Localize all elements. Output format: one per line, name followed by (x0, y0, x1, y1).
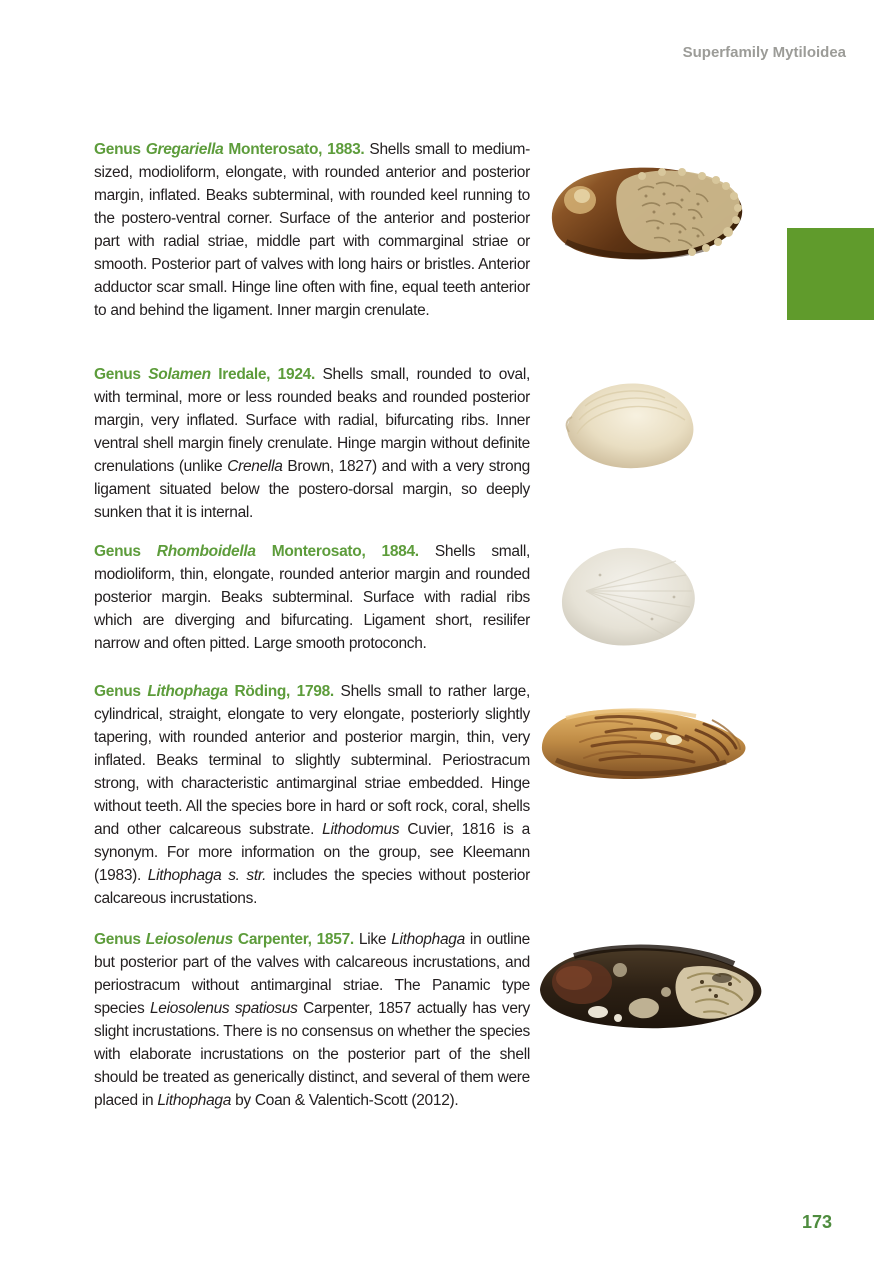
description-text: in outline but posterior part of the valves with calcareous incrustations, and periostracum without antimarginal striae. The Panamic type species (94, 931, 530, 1017)
genus-heading-text: Genus (94, 366, 149, 383)
description-text: Leiosolenus spatiosus (149, 1000, 298, 1017)
description-text: Carpenter, 1857 actually has very slight incrustations. There is no consensus on whether the species with elaborate incrustations on the posterior part of the shell should be treated as generically distinct, and several of them were placed in (94, 1000, 530, 1109)
description-text: Shells small to medium-sized, modioliform, elongate, with rounded anterior and posterior margin, inflated. Beaks subterminal, with rounded keel running to the postero-ventral corner. Surface of the anterior and posterior part with radial striae, middle part with commarginal striae or smooth. Posterior part of valves with long hairs or bristles. Anterior adductor scar small. Hinge line often with fine, equal teeth anterior to and behind the ligament. Inner margin crenulate. (94, 141, 531, 319)
description-text: Lithodomus (322, 821, 400, 838)
genus-heading-text: Monterosato, 1883. (223, 141, 370, 158)
genus-heading-text: Iredale, 1924. (210, 366, 323, 383)
genus-paragraph (94, 928, 530, 1112)
running-header: Superfamily Mytiloidea (682, 44, 846, 61)
genus-heading-text: Leiosolenus (145, 931, 233, 948)
genus-heading-text: Röding, 1798. (227, 683, 341, 700)
genus-entry-rhomboidella (94, 540, 530, 655)
genus-heading-text: Genus (94, 543, 157, 560)
description-text: Brown, 1827) and with a very strong ligament situated below the postero-dorsal margin, so deeply sunken that it is internal. (94, 458, 530, 521)
genus-paragraph (94, 540, 530, 655)
description-text: by Coan & Valentich-Scott (2012). (231, 1092, 459, 1109)
thumb-index-tab (787, 228, 874, 320)
description-text: includes the species without posterior calcareous incrustations. (94, 867, 530, 907)
genus-heading-text: Genus (94, 931, 146, 948)
rhomboidella-shell-photo (556, 541, 702, 653)
genus-entry-lithophaga (94, 680, 530, 910)
genus-paragraph (94, 363, 530, 524)
description-text: Shells small, rounded to oval, with terminal, more or less rounded beaks and rounded posterior margin, very inflated. Surface with radial, bifurcating ribs. Inner ventral shell margin finely crenulate. Hinge margin without definite crenulations (unlike (94, 366, 530, 475)
description-text: Lithophaga (391, 931, 465, 948)
genus-paragraph (94, 680, 530, 910)
description-text: Shells small to rather large, cylindrical, straight, elongate to very elongate, posteriorly slightly tapering, with rounded anterior and posterior margin, thin, very inflated. Beaks terminal to slightly subterminal. Periostracum strong, with characteristic antimarginal striae embedded. Hinge without teeth. All the species bore in hard or soft rock, coral, shells and other calcareous substrate. (94, 683, 530, 838)
leiosolenus-shell-photo (534, 934, 770, 1040)
solamen-shell-photo (561, 376, 701, 474)
description-text: Like (358, 931, 392, 948)
description-text: Shells small, modioliform, thin, elongate, rounded anterior margin and rounded posterior margin. Beaks subterminal. Surface with radial ribs which are diverging and bifurcating. Ligament short, resilifer narrow and often pitted. Large smooth protoconch. (94, 543, 530, 652)
description-text: Lithophaga s. str. (147, 867, 267, 884)
description-text: Lithophaga (157, 1092, 232, 1109)
genus-heading-text: Monterosato, 1884. (255, 543, 435, 560)
description-text: Crenella (227, 458, 283, 475)
genus-heading-text: Gregariella (145, 141, 224, 158)
gregariella-shell-photo (546, 156, 748, 274)
genus-heading-text: Genus (94, 141, 146, 158)
genus-entry-solamen (94, 363, 530, 524)
page-number: 173 (801, 1212, 832, 1232)
description-text: Cuvier, 1816 is a synonym. For more information on the group, see Kleemann (1983). (94, 821, 530, 884)
lithophaga-shell-photo (536, 698, 754, 790)
genus-entry-gregariella (94, 138, 530, 322)
genus-heading-text: Genus (94, 683, 148, 700)
genus-heading-text: Carpenter, 1857. (232, 931, 359, 948)
genus-heading-text: Solamen (148, 366, 211, 383)
genus-heading-text: Lithophaga (147, 683, 228, 700)
genus-heading-text: Rhomboidella (156, 543, 256, 560)
genus-paragraph (94, 138, 530, 322)
genus-entry-leiosolenus (94, 928, 530, 1112)
